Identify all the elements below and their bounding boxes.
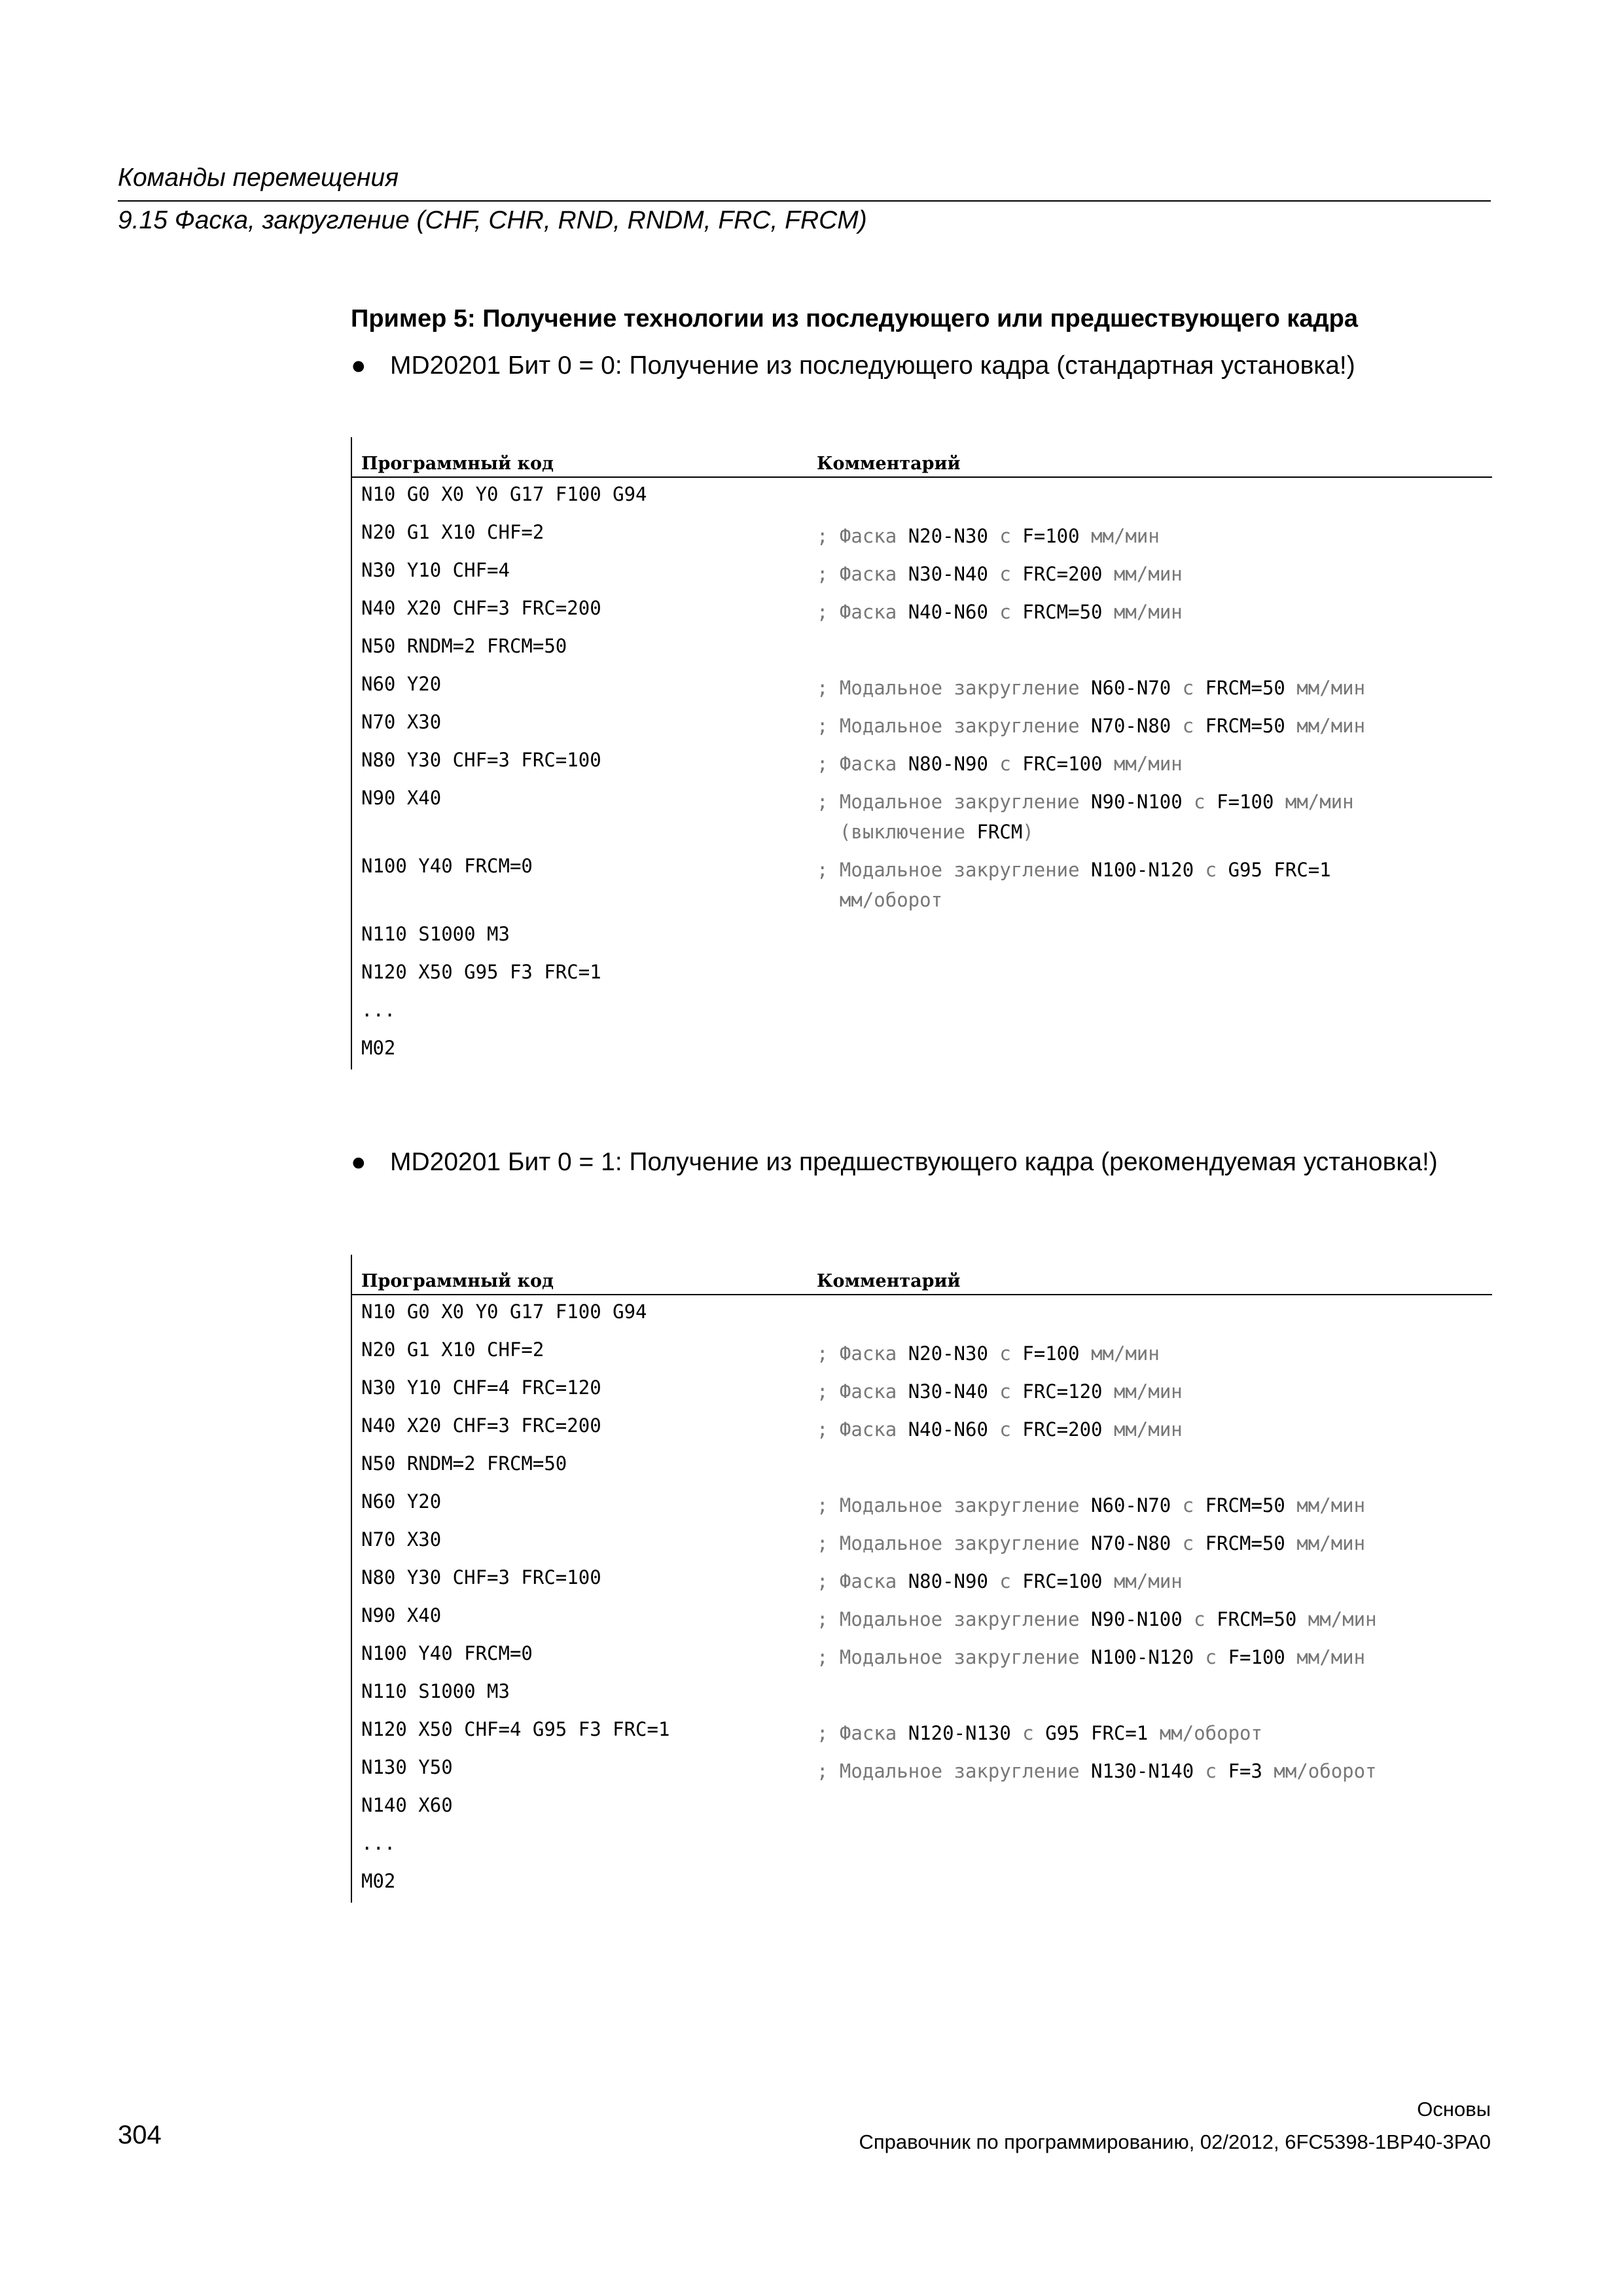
code-line: N110 S1000 M3 <box>361 923 510 945</box>
code-table-header <box>352 1255 1492 1295</box>
code-comment: ; Фаска N80-N90 с FRC=100 мм/мин <box>817 1570 1183 1592</box>
code-line: N110 S1000 M3 <box>361 1680 510 1702</box>
code-line: ... <box>361 999 396 1021</box>
code-table-header <box>352 437 1492 478</box>
code-row <box>352 1031 1492 1069</box>
example-heading: Пример 5: Получение технологии из последующего или предшествующего кадра <box>351 305 1358 332</box>
bullet-item-2 <box>351 1143 1463 1181</box>
code-comment: ; Модальное закругление N60-N70 с FRCM=50 мм/мин <box>817 677 1366 699</box>
page-number: 304 <box>118 2121 162 2149</box>
bullet-text: MD20201 Бит 0 = 0: Получение из последующего кадра (стандартная установка!) <box>390 351 1355 380</box>
code-row <box>352 592 1492 630</box>
code-table-2 <box>351 1255 1492 1903</box>
code-row <box>352 1561 1492 1599</box>
code-comment <box>817 1870 1484 1903</box>
chapter-title: Команды перемещения <box>118 164 399 192</box>
code-row <box>352 1295 1492 1333</box>
code-row <box>352 1675 1492 1713</box>
comment-column-header: Комментарий <box>817 1271 961 1291</box>
code-row <box>352 1409 1492 1447</box>
code-line: N60 Y20 <box>361 1490 442 1513</box>
code-row <box>352 1333 1492 1371</box>
code-row <box>352 994 1492 1031</box>
code-row <box>352 1713 1492 1751</box>
code-comment: ; Фаска N40-N60 с FRCM=50 мм/мин <box>817 601 1183 623</box>
code-row <box>352 918 1492 956</box>
code-comment: ; Фаска N30-N40 с FRC=120 мм/мин <box>817 1380 1183 1403</box>
code-row <box>352 630 1492 668</box>
code-line: N30 Y10 CHF=4 <box>361 559 510 581</box>
code-line: N90 X40 <box>361 1604 442 1626</box>
footer-series: Основы <box>1417 2098 1491 2121</box>
code-comment: ; Фаска N30-N40 с FRC=200 мм/мин <box>817 563 1183 585</box>
code-row <box>352 1789 1492 1827</box>
code-line: N40 X20 CHF=3 FRC=200 <box>361 1414 601 1437</box>
code-line: N100 Y40 FRCM=0 <box>361 1642 533 1664</box>
code-comment <box>817 1794 1484 1827</box>
code-comment: ; Фаска N120-N130 с G95 FRC=1 мм/оборот <box>817 1722 1262 1744</box>
code-row <box>352 850 1492 918</box>
code-comment: ; Модальное закругление N60-N70 с FRCM=50 мм/мин <box>817 1494 1366 1516</box>
code-row <box>352 1827 1492 1865</box>
code-line: N90 X40 <box>361 787 442 809</box>
code-comment: ; Модальное закругление N90-N100 с FRCM=50 мм/мин <box>817 1608 1377 1630</box>
code-comment <box>817 1300 1484 1333</box>
code-line: N130 Y50 <box>361 1756 453 1778</box>
code-comment <box>817 1680 1484 1713</box>
code-row <box>352 1751 1492 1789</box>
code-comment <box>817 999 1484 1031</box>
code-row <box>352 956 1492 994</box>
code-comment: ; Модальное закругление N130-N140 с F=3 мм/оборот <box>817 1760 1377 1782</box>
code-line: N10 G0 X0 Y0 G17 F100 G94 <box>361 1300 647 1323</box>
code-comment: ; Модальное закругление N70-N80 с FRCM=50 мм/мин <box>817 715 1366 737</box>
code-row <box>352 706 1492 744</box>
bullet-dot-icon: ● <box>351 1148 366 1176</box>
code-row <box>352 1599 1492 1637</box>
code-row <box>352 744 1492 781</box>
code-line: ... <box>361 1832 396 1854</box>
comment-column-header: Комментарий <box>817 454 961 474</box>
code-comment <box>817 483 1484 516</box>
code-comment: ; Фаска N80-N90 с FRC=100 мм/мин <box>817 753 1183 775</box>
code-comment: ; Фаска N20-N30 с F=100 мм/мин <box>817 525 1160 547</box>
code-comment: ; Фаска N40-N60 с FRC=200 мм/мин <box>817 1418 1183 1441</box>
code-comment: ; Модальное закругление N100-N120 с G95 FRC=1 мм/оборот <box>817 859 1331 911</box>
code-row <box>352 1523 1492 1561</box>
code-comment: ; Модальное закругление N90-N100 с F=100 мм/мин (выключение FRCM) <box>817 791 1354 843</box>
code-comment: ; Модальное закругление N70-N80 с FRCM=50 мм/мин <box>817 1532 1366 1554</box>
code-line: N120 X50 G95 F3 FRC=1 <box>361 961 601 983</box>
bullet-item-1 <box>351 347 1463 385</box>
footer-manual-title: Справочник по программированию, 02/2012, 6FC5398-1BP40-3PA0 <box>859 2130 1491 2153</box>
code-row <box>352 668 1492 706</box>
bullet-text: MD20201 Бит 0 = 1: Получение из предшествующего кадра (рекомендуемая установка!) <box>390 1148 1438 1176</box>
code-comment: ; Фаска N20-N30 с F=100 мм/мин <box>817 1342 1160 1365</box>
code-comment <box>817 635 1484 668</box>
code-line: N60 Y20 <box>361 673 442 695</box>
code-line: N100 Y40 FRCM=0 <box>361 855 533 877</box>
bullet-dot-icon: ● <box>351 351 366 380</box>
code-line: N50 RNDM=2 FRCM=50 <box>361 635 567 657</box>
code-comment <box>817 1037 1484 1069</box>
code-row <box>352 1865 1492 1903</box>
code-line: N120 X50 CHF=4 G95 F3 FRC=1 <box>361 1718 670 1740</box>
code-line: N20 G1 X10 CHF=2 <box>361 521 544 543</box>
code-table-1 <box>351 437 1492 1069</box>
code-line: M02 <box>361 1870 396 1892</box>
code-comment <box>817 961 1484 994</box>
code-row <box>352 781 1492 850</box>
code-row <box>352 554 1492 592</box>
code-line: N80 Y30 CHF=3 FRC=100 <box>361 749 601 771</box>
section-title: 9.15 Фаска, закругление (CHF, CHR, RND, RNDM, FRC, FRCM) <box>118 206 867 234</box>
code-row <box>352 478 1492 516</box>
code-line: N70 X30 <box>361 1528 442 1551</box>
code-column-header: Программный код <box>361 454 554 474</box>
code-comment <box>817 1832 1484 1865</box>
code-row <box>352 1447 1492 1485</box>
code-line: N70 X30 <box>361 711 442 733</box>
code-line: N20 G1 X10 CHF=2 <box>361 1338 544 1361</box>
code-comment <box>817 1452 1484 1485</box>
code-line: N140 X60 <box>361 1794 453 1816</box>
code-line: N40 X20 CHF=3 FRC=200 <box>361 597 601 619</box>
code-row <box>352 516 1492 554</box>
code-line: N30 Y10 CHF=4 FRC=120 <box>361 1376 601 1399</box>
code-comment <box>817 923 1484 956</box>
code-line: N80 Y30 CHF=3 FRC=100 <box>361 1566 601 1588</box>
code-column-header: Программный код <box>361 1271 554 1291</box>
code-row <box>352 1637 1492 1675</box>
code-line: N50 RNDM=2 FRCM=50 <box>361 1452 567 1475</box>
header-divider <box>118 200 1491 202</box>
code-line: M02 <box>361 1037 396 1059</box>
code-row <box>352 1371 1492 1409</box>
code-comment: ; Модальное закругление N100-N120 с F=100 мм/мин <box>817 1646 1366 1668</box>
code-row <box>352 1485 1492 1523</box>
code-line: N10 G0 X0 Y0 G17 F100 G94 <box>361 483 647 505</box>
